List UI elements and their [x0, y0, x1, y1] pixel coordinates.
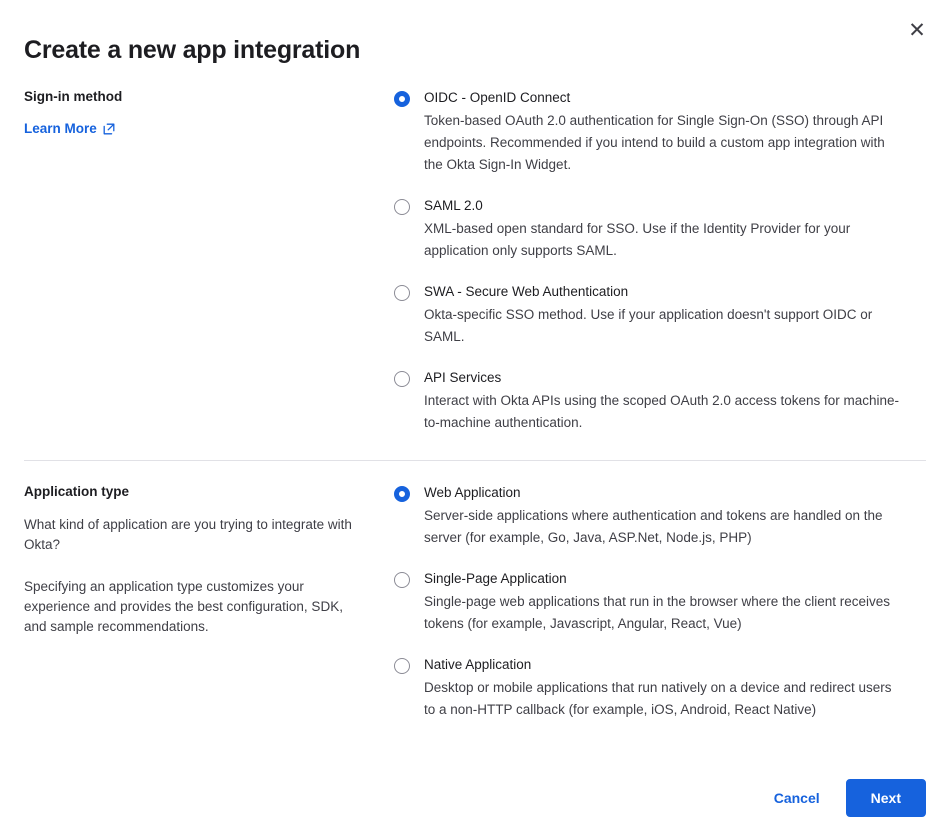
- external-link-icon: [103, 123, 115, 135]
- signin-method-left-column: [24, 66, 394, 434]
- apptype-option-spa-body: [424, 569, 906, 635]
- signin-option-oidc-label[interactable]: OIDC - OpenID Connect: [424, 90, 571, 105]
- signin-option-saml-label[interactable]: SAML 2.0: [424, 198, 483, 213]
- signin-option-oidc-desc: Token-based OAuth 2.0 authentication for Single Sign-On (SSO) through API endpoints. Recommended if you intend to build a custom app integration with the Okta Sign-In Widget.: [424, 113, 885, 172]
- signin-option-api-services-label[interactable]: API Services: [424, 370, 502, 385]
- apptype-option-native-desc: Desktop or mobile applications that run natively on a device and redirect users to a non-HTTP callback (for example, iOS, Android, React Native): [424, 680, 892, 717]
- apptype-option-web-body: [424, 483, 906, 549]
- application-type-section: [0, 461, 950, 721]
- apptype-option-native-label[interactable]: Native Application: [424, 657, 532, 672]
- signin-option-api-services-desc: Interact with Okta APIs using the scoped OAuth 2.0 access tokens for machine-to-machine authentication.: [424, 393, 899, 430]
- application-type-heading: Application type: [24, 484, 130, 499]
- dialog-footer: [0, 766, 950, 830]
- apptype-option-web-desc: Server-side applications where authentication and tokens are handled on the server (for example, Go, Java, ASP.Net, Node.js, PHP): [424, 508, 883, 545]
- signin-option-swa[interactable]: [394, 282, 906, 348]
- apptype-option-native-body: [424, 655, 906, 721]
- apptype-option-web[interactable]: [394, 483, 906, 549]
- apptype-option-spa-label[interactable]: Single-Page Application: [424, 571, 567, 586]
- application-type-left-column: [24, 461, 394, 721]
- radio-api-services[interactable]: [394, 371, 410, 387]
- cancel-button[interactable]: Cancel: [764, 782, 830, 814]
- close-icon[interactable]: ✕: [904, 18, 930, 44]
- signin-option-swa-label[interactable]: SWA - Secure Web Authentication: [424, 284, 629, 299]
- signin-option-api-services[interactable]: [394, 368, 906, 434]
- application-type-options: [394, 461, 926, 721]
- apptype-option-spa[interactable]: [394, 569, 906, 635]
- learn-more-link[interactable]: [24, 121, 115, 136]
- radio-single-page-application[interactable]: [394, 572, 410, 588]
- signin-option-saml-body: [424, 196, 906, 262]
- signin-option-saml[interactable]: [394, 196, 906, 262]
- signin-option-saml-desc: XML-based open standard for SSO. Use if the Identity Provider for your application only supports SAML.: [424, 221, 851, 258]
- page-title: Create a new app integration: [24, 36, 361, 64]
- next-button[interactable]: Next: [846, 779, 926, 817]
- radio-oidc[interactable]: [394, 91, 410, 107]
- radio-native-application[interactable]: [394, 658, 410, 674]
- signin-option-api-services-body: [424, 368, 906, 434]
- apptype-option-spa-desc: Single-page web applications that run in the browser where the client receives tokens (for example, Javascript, Angular, React, Vue): [424, 594, 891, 631]
- signin-option-oidc[interactable]: [394, 88, 906, 176]
- signin-option-swa-desc: Okta-specific SSO method. Use if your application doesn't support OIDC or SAML.: [424, 307, 873, 344]
- apptype-option-web-label[interactable]: Web Application: [424, 485, 521, 500]
- signin-option-oidc-body: [424, 88, 906, 176]
- apptype-option-native[interactable]: [394, 655, 906, 721]
- application-type-helper-2: Specifying an application type customizes your experience and provides the best configuration, SDK, and sample recommendations.: [24, 579, 343, 634]
- application-type-helper-1: What kind of application are you trying to integrate with Okta?: [24, 517, 352, 552]
- signin-method-section: [0, 66, 950, 434]
- learn-more-label: Learn More: [24, 121, 97, 136]
- signin-method-heading: Sign-in method: [24, 89, 123, 104]
- radio-swa[interactable]: [394, 285, 410, 301]
- radio-saml[interactable]: [394, 199, 410, 215]
- radio-web-application[interactable]: [394, 486, 410, 502]
- signin-method-options: [394, 66, 926, 434]
- signin-option-swa-body: [424, 282, 906, 348]
